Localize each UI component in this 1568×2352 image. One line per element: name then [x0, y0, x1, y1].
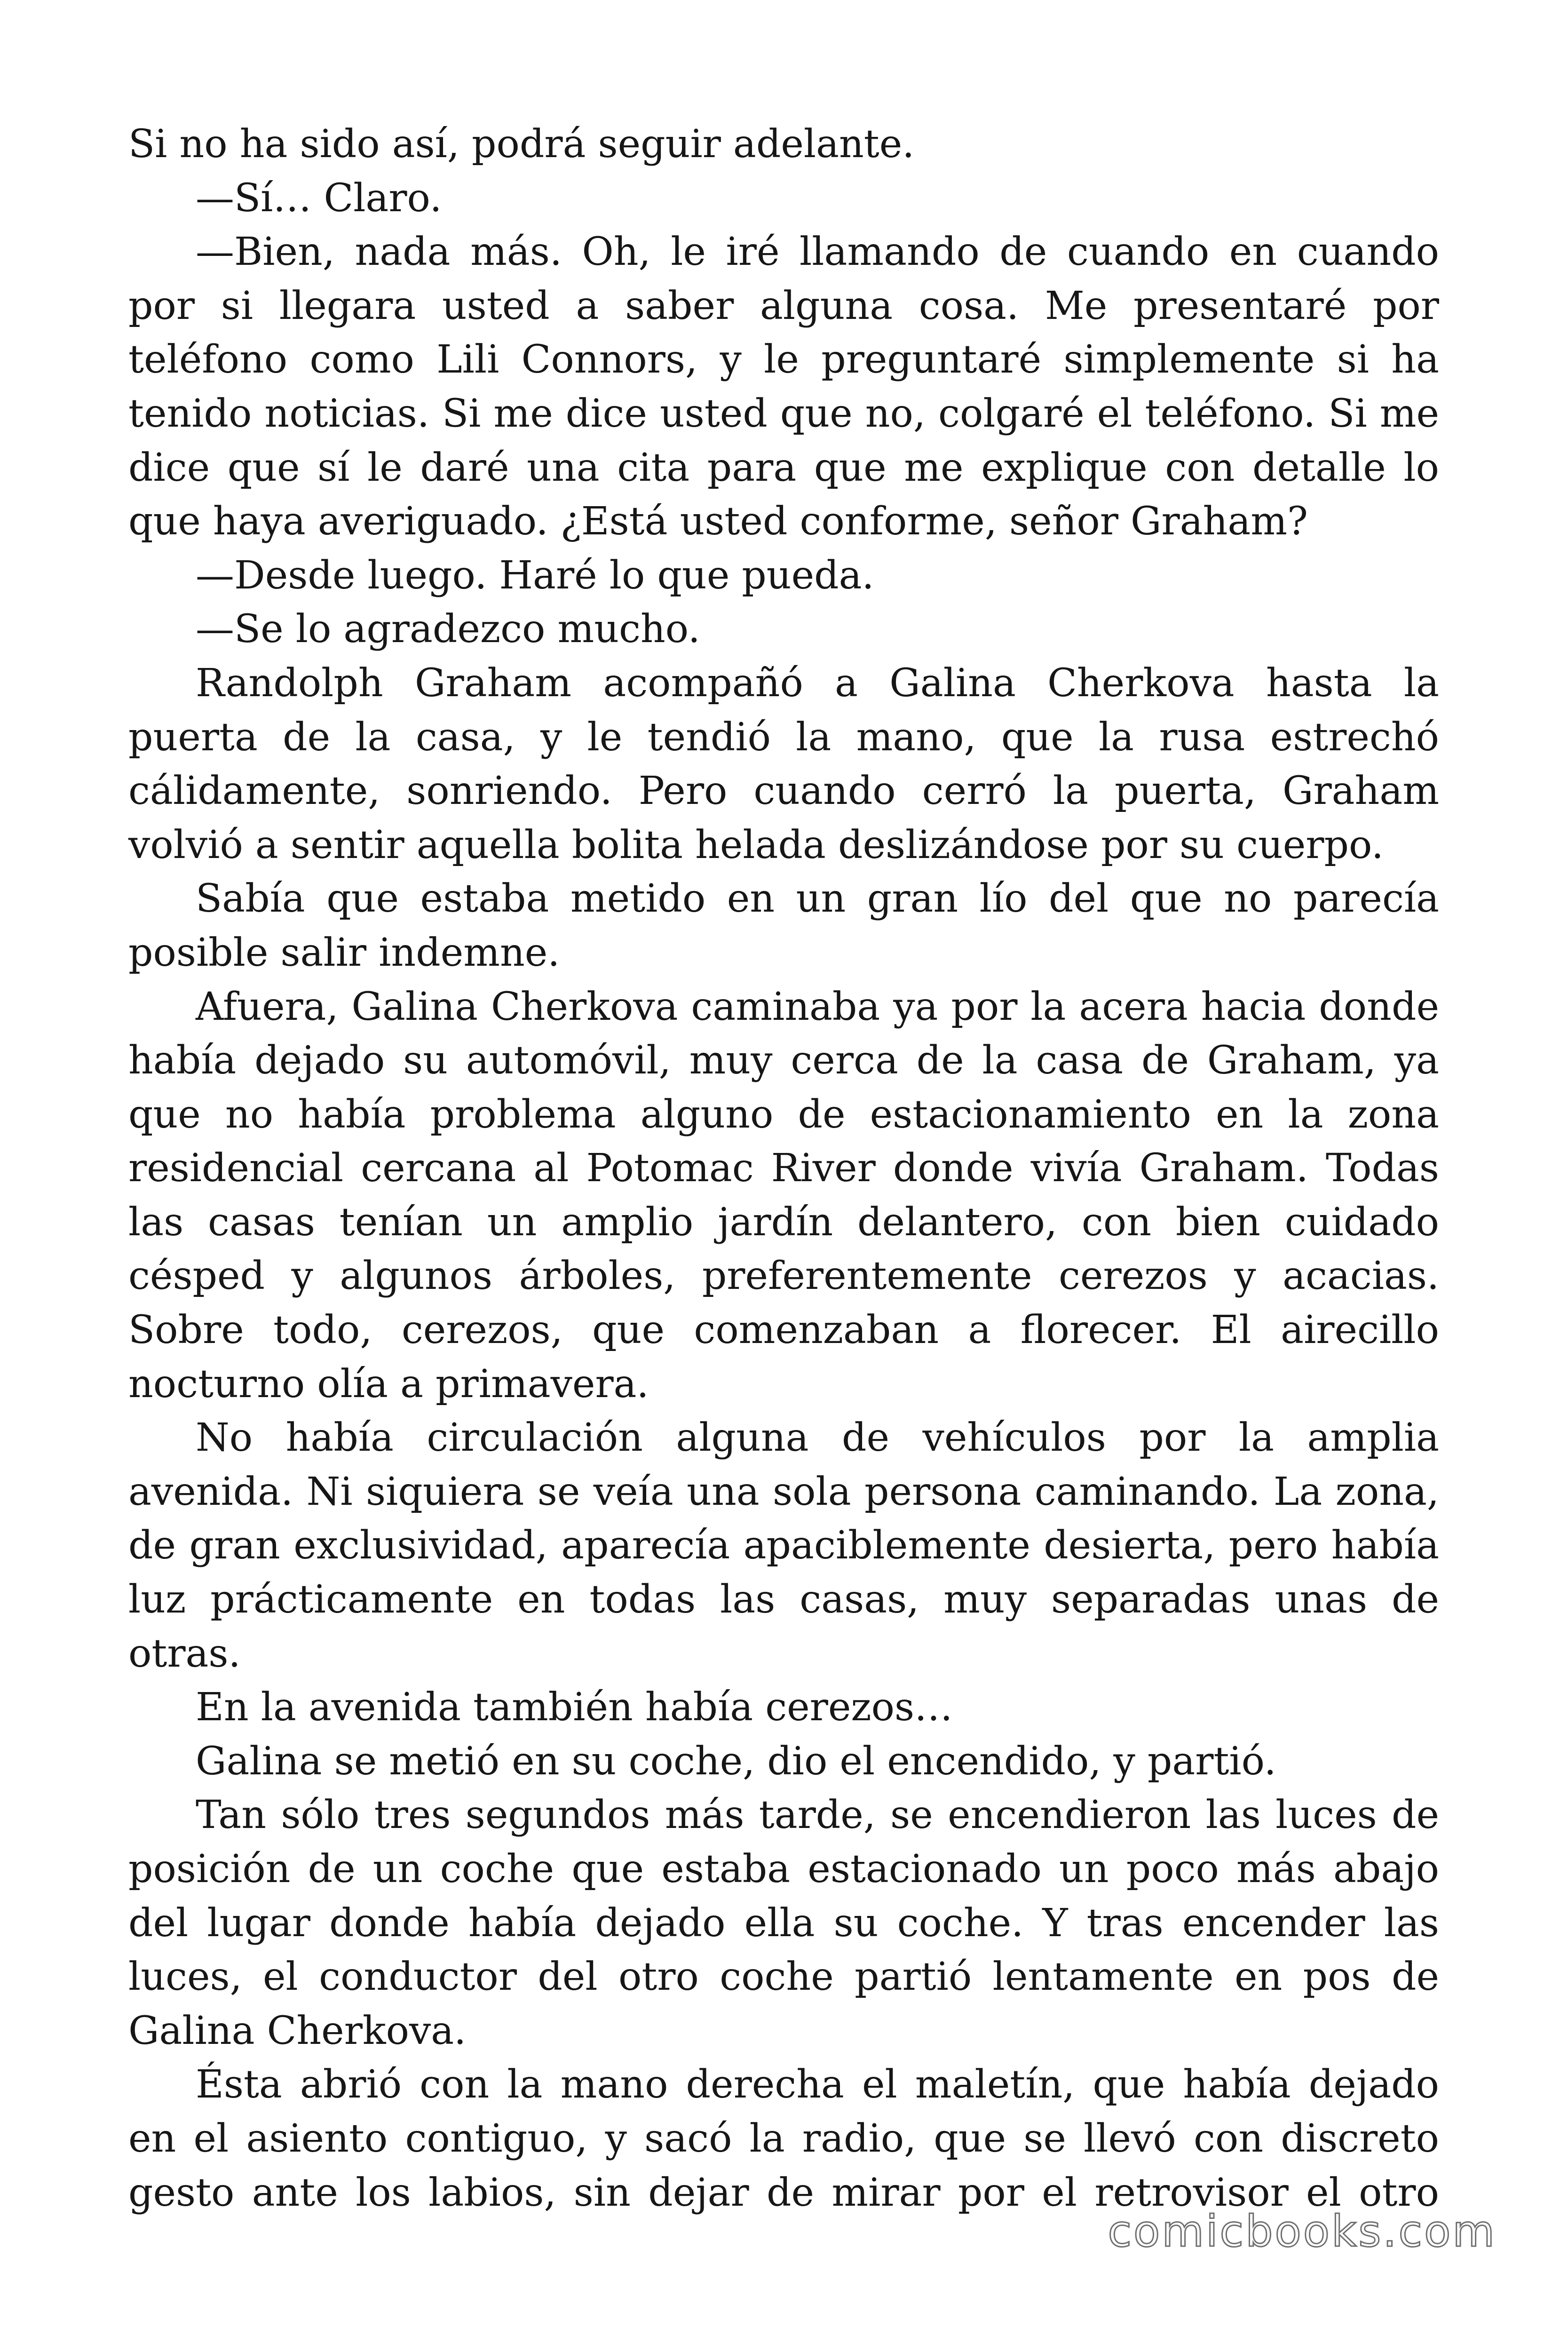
paragraph-dialogue: —Se lo agradezco mucho. [196, 607, 700, 652]
watermark-logo: comicbooks.com [1108, 2206, 1497, 2257]
paragraph-dialogue: —Desde luego. Haré lo que pueda. [196, 553, 874, 598]
paragraph-dialogue: —Bien, nada más. Oh, le iré llamando de cuando en cuando por si llegara usted a saber alguna cosa. Me presentaré por teléfono como Lili Connors, y le preguntaré simplemente si ha tenido noticias. Si me dice usted que no, colgaré el teléfono. Si me dice que sí le daré una cita para que me explique con detalle lo que haya averiguado. ¿Está usted conforme, señor Graham? [128, 230, 1439, 544]
paragraph: Randolph Graham acompañó a Galina Cherkova hasta la puerta de la casa, y le tendió la mano, que la rusa estrechó cálidamente, sonriendo. Pero cuando cerró la puerta, Graham volvió a sentir aquella bolita helada deslizándose por su cuerpo. [128, 660, 1439, 867]
paragraph: En la avenida también había cerezos… [196, 1685, 953, 1730]
paragraph: Tan sólo tres segundos más tarde, se encendieron las luces de posición de un coche que estaba estacionado un poco más abajo del lugar donde había dejado ella su coche. Y tras encender las luces, el conductor del otro coche partió lentamente en pos de Galina Cherkova. [128, 1793, 1439, 2053]
paragraph-dialogue: —Sí… Claro. [196, 175, 442, 221]
body-text [128, 118, 1439, 2220]
paragraph: Galina se metió en su coche, dio el encendido, y partió. [196, 1739, 1276, 1784]
paragraph: Sabía que estaba metido en un gran lío del que no parecía posible salir indemne. [128, 876, 1439, 975]
paragraph-continuation: Si no ha sido así, podrá seguir adelante. [128, 122, 915, 167]
paragraph: Afuera, Galina Cherkova caminaba ya por la acera hacia donde había dejado su automóvil, muy cerca de la casa de Graham, ya que no había problema alguno de estacionamiento en la zona residencial cercana al Potomac River donde vivía Graham. Todas las casas tenían un amplio jardín delantero, con bien cuidado césped y algunos árboles, preferentemente cerezos y acacias. Sobre todo, cerezos, que comenzaban a florecer. El airecillo nocturno olía a primavera. [128, 984, 1439, 1406]
paragraph: No había circulación alguna de vehículos por la amplia avenida. Ni siquiera se veía una sola persona caminando. La zona, de gran exclusividad, aparecía apaciblemente desierta, pero había luz prácticamente en todas las casas, muy separadas unas de otras. [128, 1415, 1439, 1676]
paragraph: Ésta abrió con la mano derecha el maletín, que había dejado en el asiento contiguo, y sacó la radio, que se llevó con discreto gesto ante los labios, sin dejar de mirar por el retrovisor el otro [128, 2062, 1439, 2215]
